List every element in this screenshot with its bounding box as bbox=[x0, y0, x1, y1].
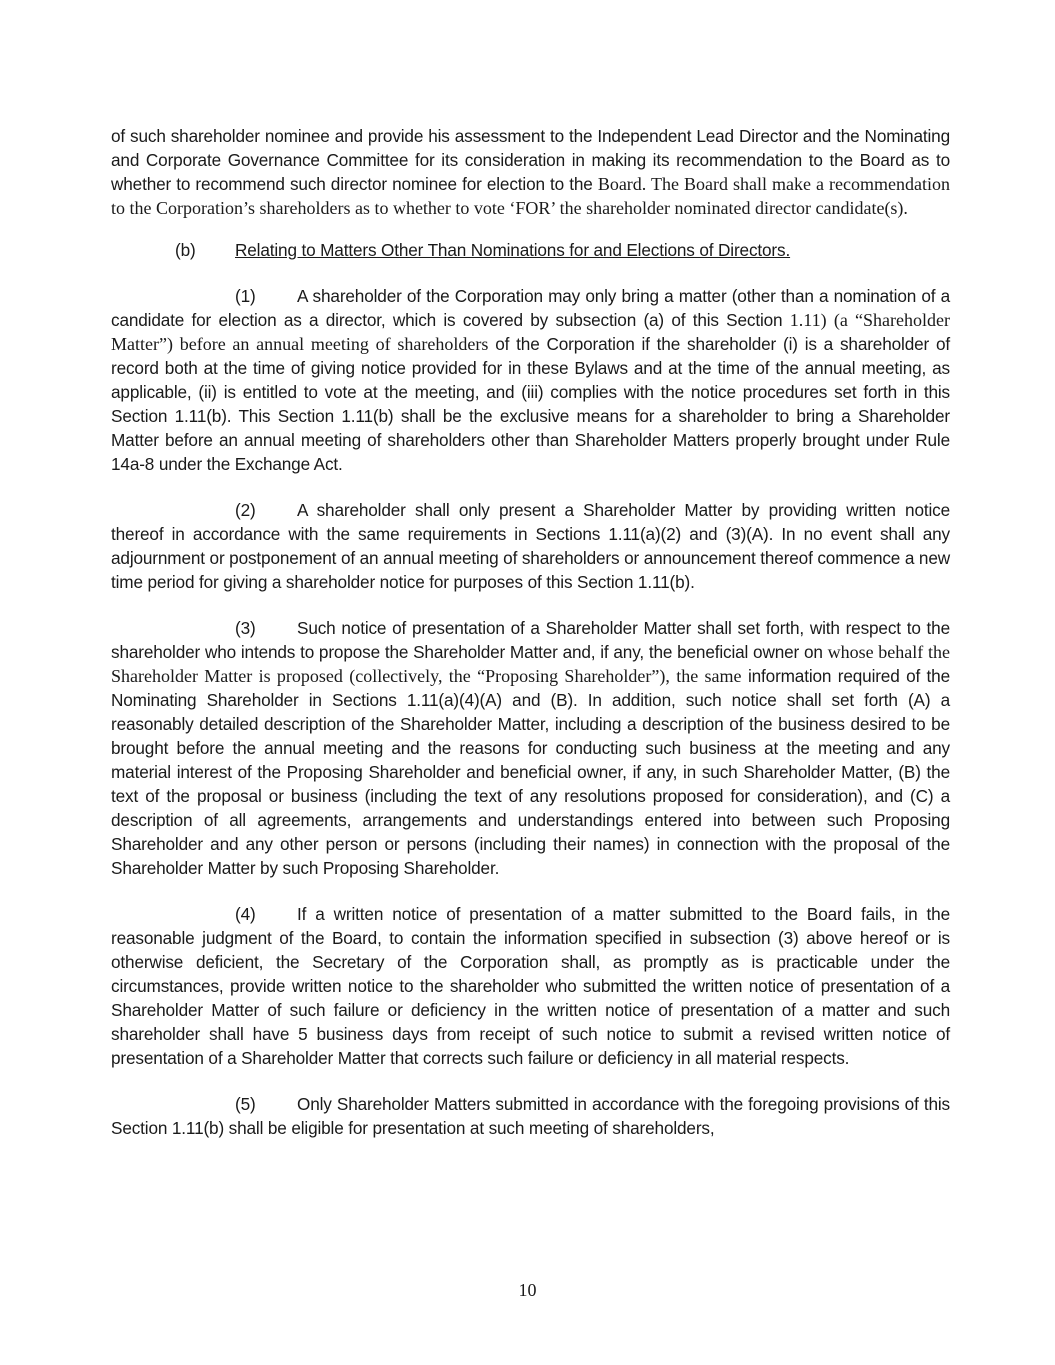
paragraph-2-text: A shareholder shall only present a Shareholder Matter by providing written notice thereof in accordance with the same requirements in Sections 1.11(a)(2) and (3)(A). In no event shall any adjournment or postponement of an annual meeting of shareholders or announcement thereof commence a new time period for giving a shareholder notice for purposes of this Section 1.11(b). bbox=[111, 500, 950, 592]
paragraph-2 bbox=[111, 498, 950, 594]
paragraph-1-text-c: of the Corporation if the shareholder (i) is a shareholder of record both at the time of giving notice provided for in these Bylaws and at the time of the annual meeting, as applicable, (ii) is entitled to vote at the meeting, and (iii) complies with the notice procedures set forth in this Section 1.11(b). This Section 1.11(b) shall be the exclusive means for a shareholder to bring a Shareholder Matter before an annual meeting of shareholders other than Shareholder Matters properly brought under Rule 14a-8 under the Exchange Act. bbox=[111, 334, 950, 474]
paragraph-5-text: Only Shareholder Matters submitted in accordance with the foregoing provisions of this Section 1.11(b) shall be eligible for presentation at such meeting of shareholders, bbox=[111, 1094, 950, 1138]
section-b-title: Relating to Matters Other Than Nominations for and Elections of Directors. bbox=[235, 240, 791, 260]
paragraph-3-text-c: information required of the Nominating Shareholder in Sections 1.11(a)(4)(A) and (B). In addition, such notice shall set forth (A) a reasonably detailed description of the Shareholder Matter, including a description of the business desired to be brought before the annual meeting and the reasons for conducting such business at the meeting and any material interest of the Proposing Shareholder and beneficial owner, if any, in such Shareholder Matter, (B) the text of the proposal or business (including the text of any resolutions proposed for consideration), and (C) a description of all agreements, arrangements and understandings entered into between such Proposing Shareholder and any other person or persons (including their names) in connection with the proposal of the Shareholder Matter by such Proposing Shareholder. bbox=[111, 666, 950, 878]
paragraph-3-number: (3) bbox=[235, 618, 256, 638]
paragraph-2-number: (2) bbox=[235, 500, 256, 520]
section-b-label: (b) bbox=[175, 240, 196, 260]
intro-serif-text: Board. The Board shall make a recommendation to the Corporation’s shareholders as to whether to vote ‘FOR’ the shareholder nominated director candidate(s). bbox=[111, 174, 950, 218]
paragraph-3-text-b: whose behalf the Shareholder Matter is proposed (collectively, the “Proposing Shareholder”), the same bbox=[111, 642, 950, 686]
page-number: 10 bbox=[518, 1280, 537, 1300]
paragraph-1-text-a: A shareholder of the Corporation may only bring a matter (other than a nomination of a candidate for election as a director, which is covered by subsection (a) of this Section bbox=[111, 286, 950, 330]
paragraph-4 bbox=[111, 902, 950, 1070]
document-page bbox=[111, 124, 950, 1140]
intro-sans-text: of such shareholder nominee and provide his assessment to the Independent Lead Director and the Nominating and Corporate Governance Committee for its consideration in making its recommendation to the Board as to whether to recommend such director nominee for election to the bbox=[111, 126, 950, 194]
paragraph-1-text-b: 1.11) (a “Shareholder Matter”) before an annual meeting of shareholders bbox=[111, 310, 950, 354]
paragraph-5-number: (5) bbox=[235, 1094, 256, 1114]
paragraph-1 bbox=[111, 284, 950, 476]
section-b-heading bbox=[111, 238, 950, 262]
paragraph-4-number: (4) bbox=[235, 904, 256, 924]
paragraph-1-number: (1) bbox=[235, 286, 256, 306]
paragraph-3-text-a: Such notice of presentation of a Shareholder Matter shall set forth, with respect to the shareholder who intends to propose the Shareholder Matter and, if any, the beneficial owner on bbox=[111, 618, 950, 662]
intro-paragraph bbox=[111, 124, 950, 220]
paragraph-4-text: If a written notice of presentation of a matter submitted to the Board fails, in the reasonable judgment of the Board, to contain the information specified in subsection (3) above hereof or is otherwise deficient, the Secretary of the Corporation shall, as promptly as is practicable under the circumstances, provide written notice to the shareholder who submitted the written notice of presentation of a Shareholder Matter of such failure or deficiency in the written notice of presentation of a matter and such shareholder shall have 5 business days from receipt of such notice to submit a revised written notice of presentation of a Shareholder Matter that corrects such failure or deficiency in all material respects. bbox=[111, 904, 950, 1068]
paragraph-5 bbox=[111, 1092, 950, 1140]
paragraph-3 bbox=[111, 616, 950, 880]
